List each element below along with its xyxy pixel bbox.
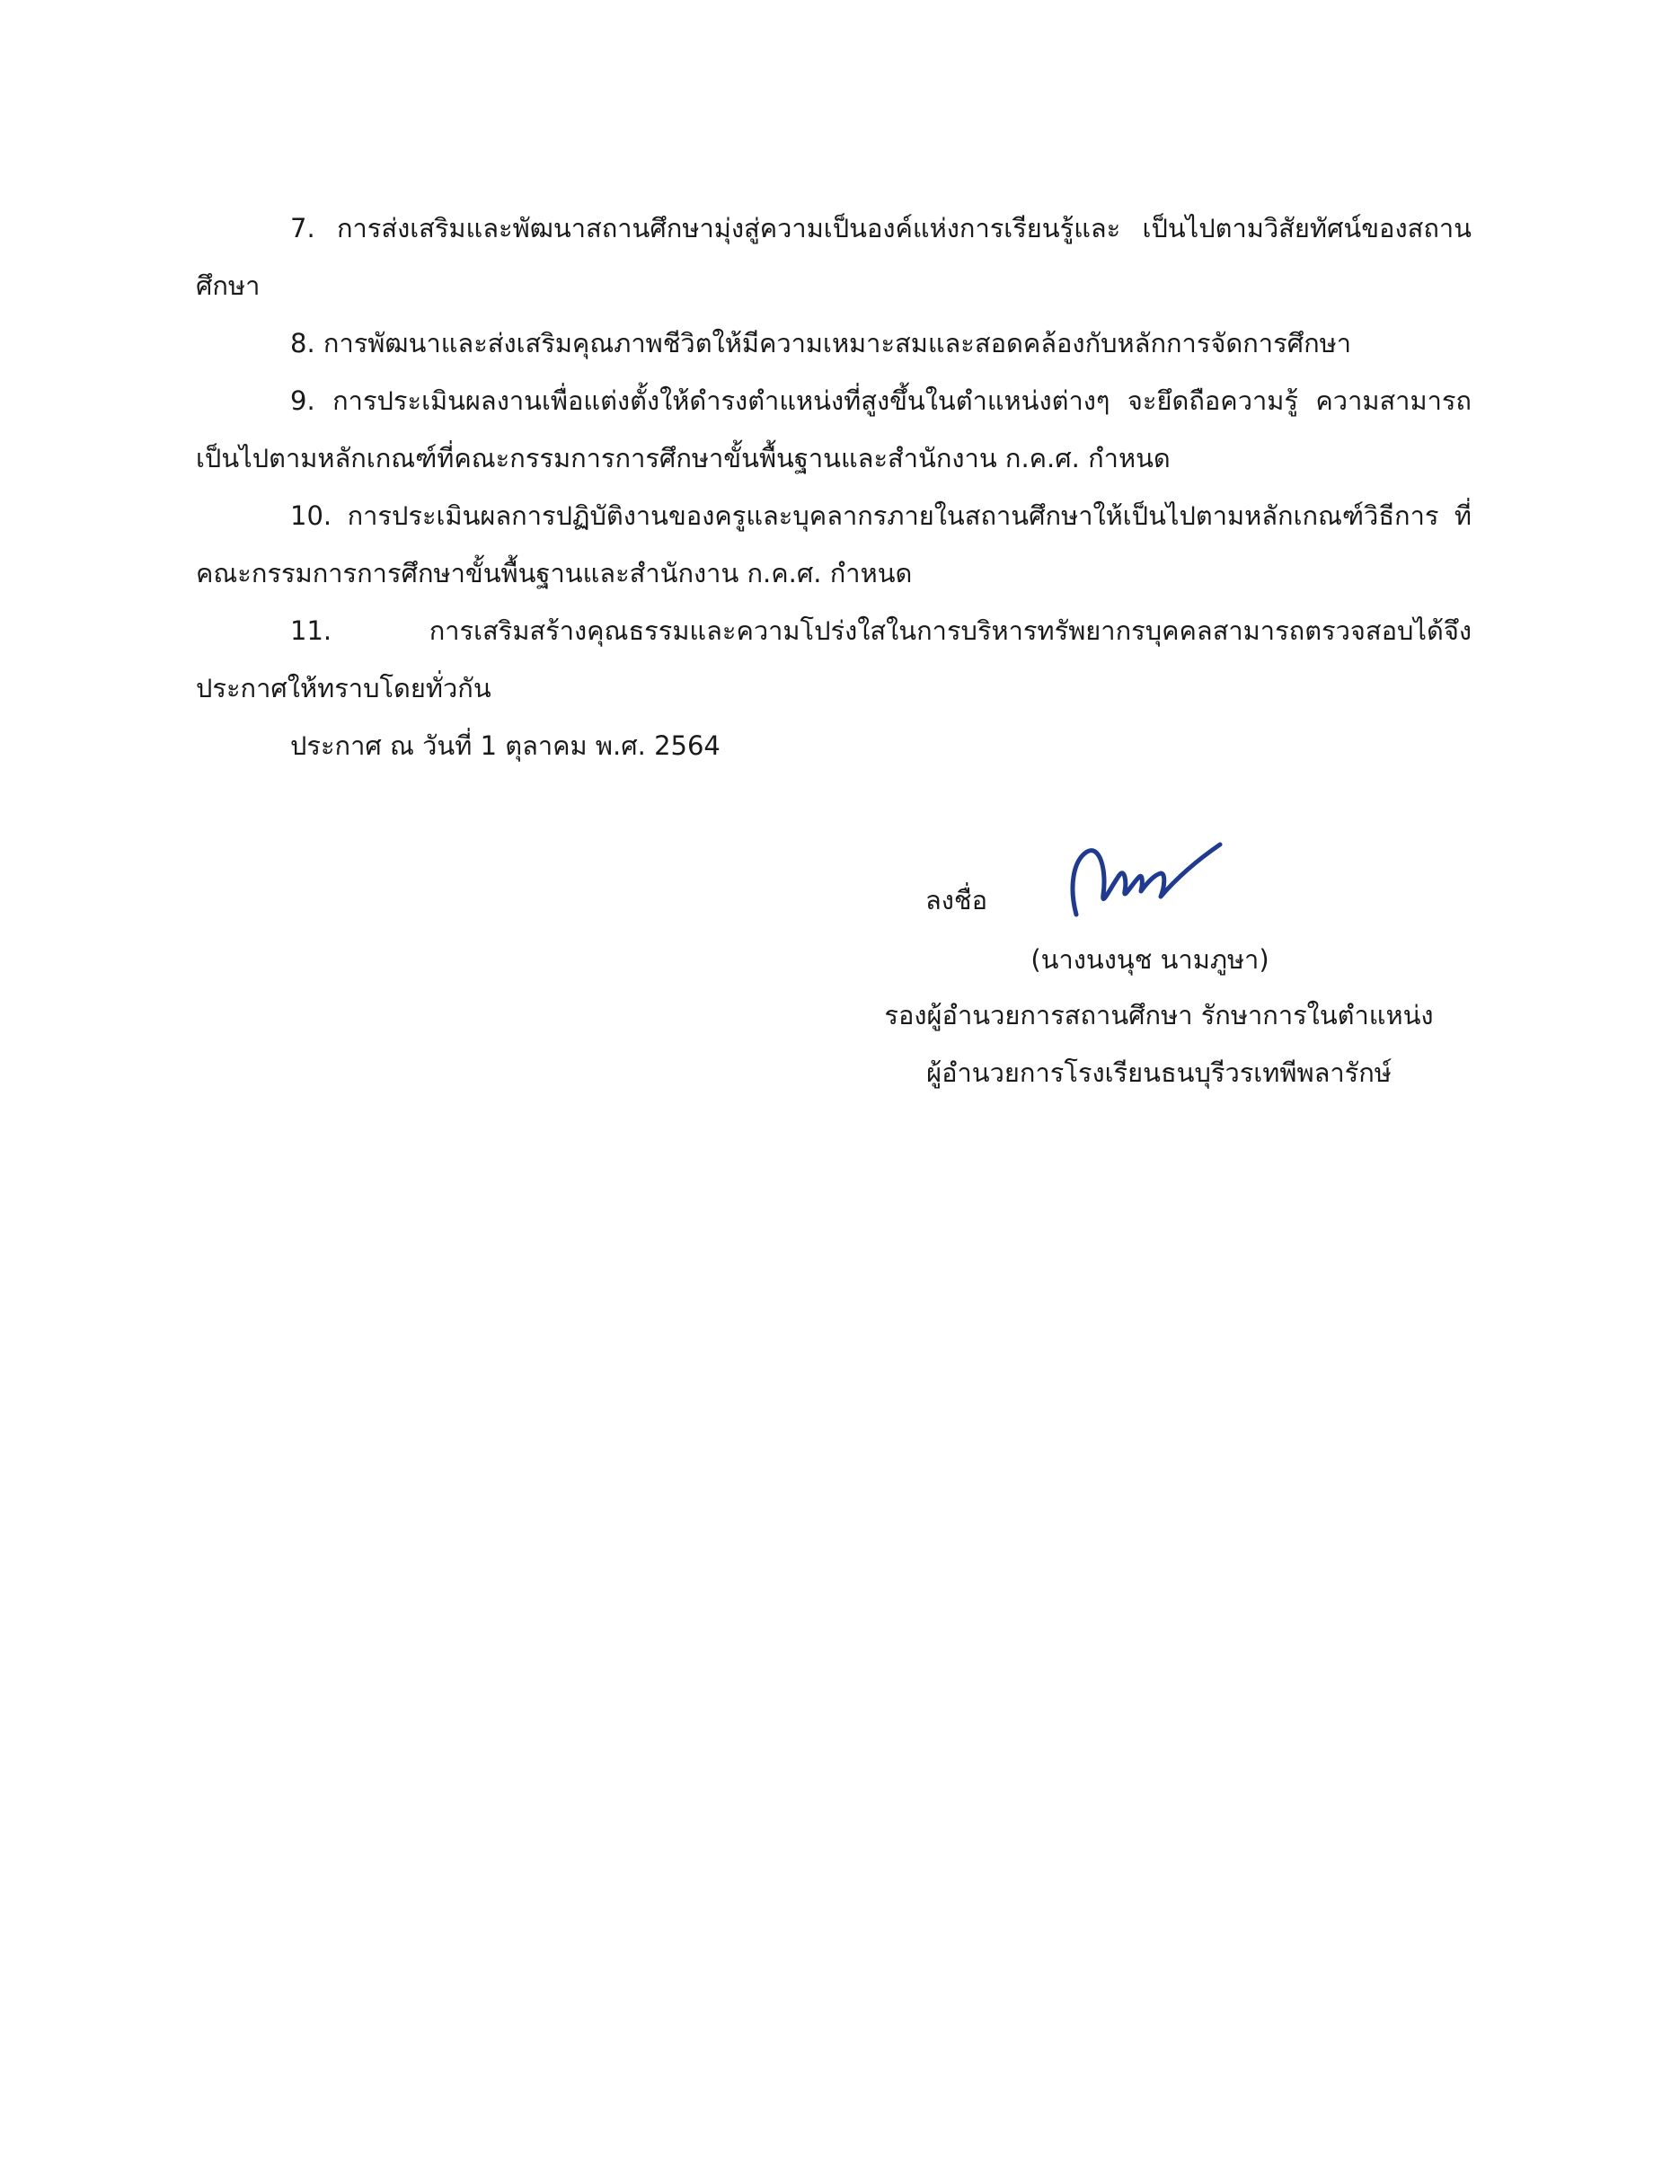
announcement-body [196,199,1472,774]
signatory-position-line-2: ผู้อำนวยการโรงเรียนธนบุรีวรเทพีพลารักษ์ [926,1057,1392,1088]
paragraph-item-10: 10. การประเมินผลการปฏิบัติงานของครูและบุคลากรภายในสถานศึกษาให้เป็นไปตามหลักเกณฑ์วิธีการ ที่ คณะกรรมการการศึกษาขั้นพื้นฐานและสำนักงาน ก.ค.ศ. กำหนด [196,500,1472,588]
announcement-date: ประกาศ ณ วันที่ 1 ตุลาคม พ.ศ. 2564 [290,730,721,761]
paragraph-item-9: 9. การประเมินผลงานเพื่อแต่งตั้งให้ดำรงตำแหน่งที่สูงขึ้นในตำแหน่งต่างๆ จะยึดถือความรู้ ความสามารถ เป็นไปตามหลักเกณฑ์ที่คณะกรรมการการศึกษาขั้นพื้นฐานและสำนักงาน ก.ค.ศ. กำหนด [196,385,1472,473]
signatory-name: (นางนงนุช นามภูษา) [1030,944,1269,975]
paragraph-item-11: 11. การเสริมสร้างคุณธรรมและความโปร่งใสในการบริหารทรัพยากรบุคคลสามารถตรวจสอบได้จึงประกาศให้ทราบโดยทั่วกัน [196,615,1472,703]
signatory-position-line-1: รองผู้อำนวยการสถานศึกษา รักษาการในตำแหน่ง [884,1000,1434,1030]
paragraph-item-7: 7. การส่งเสริมและพัฒนาสถานศึกษามุ่งสู่ความเป็นองค์แห่งการเรียนรู้และ เป็นไปตามวิสัยทัศน์ของสถานศึกษา [196,213,1472,301]
handwritten-signature [1060,825,1231,924]
signature-label: ลงชื่อ [925,885,988,915]
paragraph-item-8: 8. การพัฒนาและส่งเสริมคุณภาพชีวิตให้มีความเหมาะสมและสอดคล้องกับหลักการจัดการศึกษา [290,328,1352,358]
